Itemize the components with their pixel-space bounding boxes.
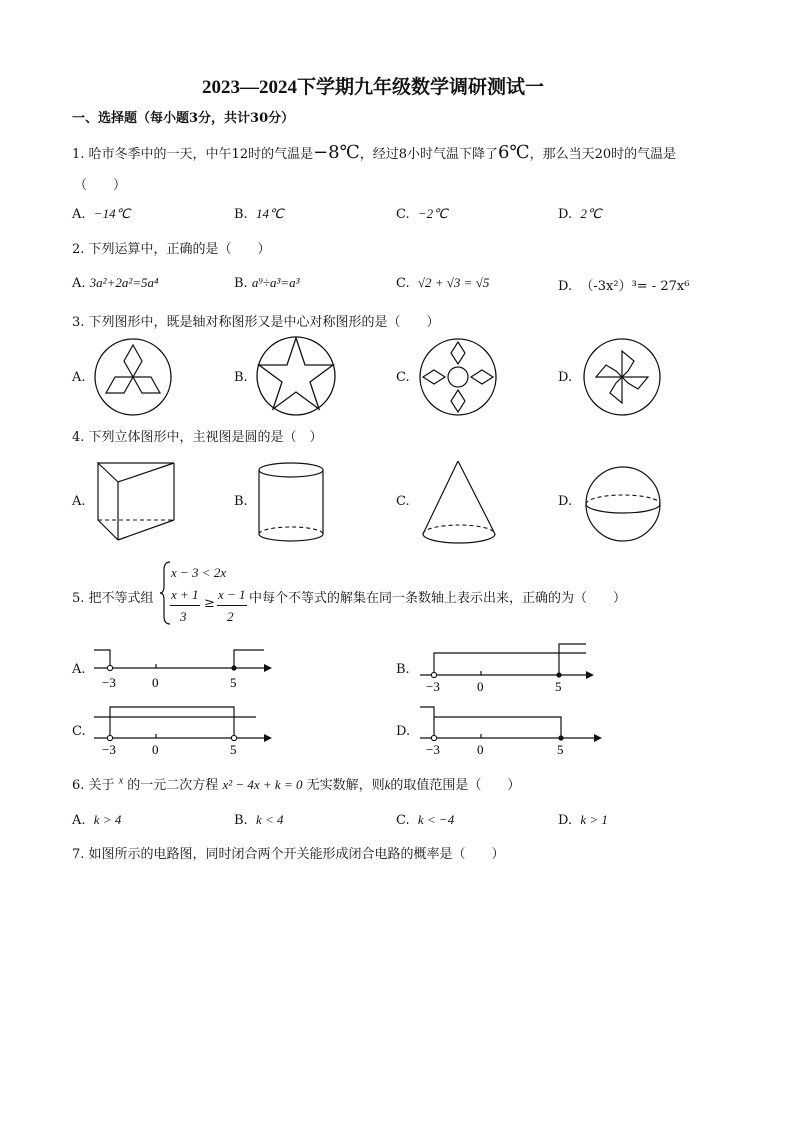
option-a-label: A. [72, 370, 86, 385]
quadratic-equation: x² − 4x + k = 0 [222, 777, 303, 792]
figure-four-diamonds [418, 337, 498, 417]
option-a-label: A. [72, 662, 86, 677]
fraction-bar [170, 605, 200, 606]
option-b-label: B. [234, 494, 248, 509]
option-c: C. −2℃ [396, 206, 448, 222]
tick-label: 5 [557, 742, 564, 757]
question-2-stem: 2. 下列运算中，正确的是（ ） [72, 242, 271, 257]
figure-triangular-prism [96, 460, 176, 545]
figure-sphere [583, 464, 663, 544]
question-3-stem: 3. 下列图形中，既是轴对称图形又是中心对称图形的是（ ） [72, 315, 440, 330]
number-line-a [92, 645, 272, 695]
option-d: D. 2℃ [558, 206, 602, 222]
figure-pinwheel [582, 337, 662, 417]
question-5-suffix: 中每个不等式的解集在同一条数轴上表示出来，正确的为（ ） [249, 591, 627, 606]
option-d-label: D. [558, 370, 573, 385]
option-a: A. −14℃ [72, 206, 131, 222]
question-1-stem: 1. 哈市冬季中的一天，中午12时的气温是−8℃，经过8小时气温下降了6℃，那么当天20时的气温是 [72, 142, 677, 163]
question-7-stem: 7. 如图所示的电路图，同时闭合两个开关能形成闭合电路的概率是（ ） [72, 847, 505, 862]
tick-label: −3 [102, 675, 116, 690]
fraction-1-denominator: 3 [180, 609, 187, 624]
answer-paren: （ ） [74, 178, 127, 193]
option-c-label: C. [396, 494, 410, 509]
figure-cone [420, 458, 500, 548]
tick-label: 0 [477, 742, 484, 757]
option-d: D. （-3x²）³= - 27x⁶ [558, 279, 690, 294]
option-b-label: B. [396, 662, 410, 677]
tick-label: 5 [555, 679, 562, 694]
section-heading: 一、选择题（每小题3分，共计30分） [72, 111, 295, 126]
temperature-drop: 6℃ [498, 142, 530, 163]
figure-cylinder [256, 462, 326, 544]
fraction-2-denominator: 2 [227, 609, 234, 624]
option-d-label: D. [558, 494, 573, 509]
option-b: B. k < 4 [234, 812, 284, 828]
number-line-b [418, 641, 598, 695]
figure-star [255, 335, 337, 417]
page-title: 2023—2024下学期九年级数学调研测试一 [202, 77, 545, 98]
geq-sign: ≥ [204, 596, 215, 611]
option-a: A. 3a²+2a²=5a⁴ [72, 275, 159, 291]
tick-label: 0 [152, 675, 159, 690]
option-a-label: A. [72, 494, 86, 509]
tick-label: −3 [426, 679, 440, 694]
option-c: C. √2 + √3 = √5 [396, 275, 490, 291]
option-c: C. k < −4 [396, 812, 455, 828]
option-d-label: D. [396, 724, 411, 739]
question-5-prefix: 5. 把不等式组 [72, 591, 154, 606]
tick-label: −3 [426, 742, 440, 757]
number-line-c [92, 704, 272, 756]
question-4-stem: 4. 下列立体图形中，主视图是圆的是（ ） [72, 430, 323, 445]
figure-three-diamonds [93, 337, 173, 417]
fraction-2-numerator: x − 1 [218, 587, 246, 602]
tick-label: 5 [230, 675, 237, 690]
option-c-label: C. [396, 370, 410, 385]
tick-label: 0 [477, 679, 484, 694]
question-6-stem: 6. 关于 $^x$ 的一元二次方程 x² − 4x + k = 0 无实数解，则k的取值范围是（ ） [72, 775, 521, 793]
number-line-d [418, 704, 598, 756]
option-d: D. k > 1 [558, 812, 608, 828]
tick-label: −3 [102, 742, 116, 757]
option-b: B. 14℃ [234, 206, 284, 222]
option-b-label: B. [234, 370, 248, 385]
temperature-value: −8℃ [313, 142, 360, 163]
tick-label: 0 [152, 742, 159, 757]
fraction-1-numerator: x + 1 [171, 587, 199, 602]
fraction-bar [217, 605, 247, 606]
option-c-label: C. [72, 724, 86, 739]
inequality-1: x − 3 < 2x [171, 565, 227, 580]
option-b: B. a⁹÷a³=a³ [234, 275, 300, 291]
option-a: A. k > 4 [72, 812, 122, 828]
tick-label: 5 [230, 742, 237, 757]
